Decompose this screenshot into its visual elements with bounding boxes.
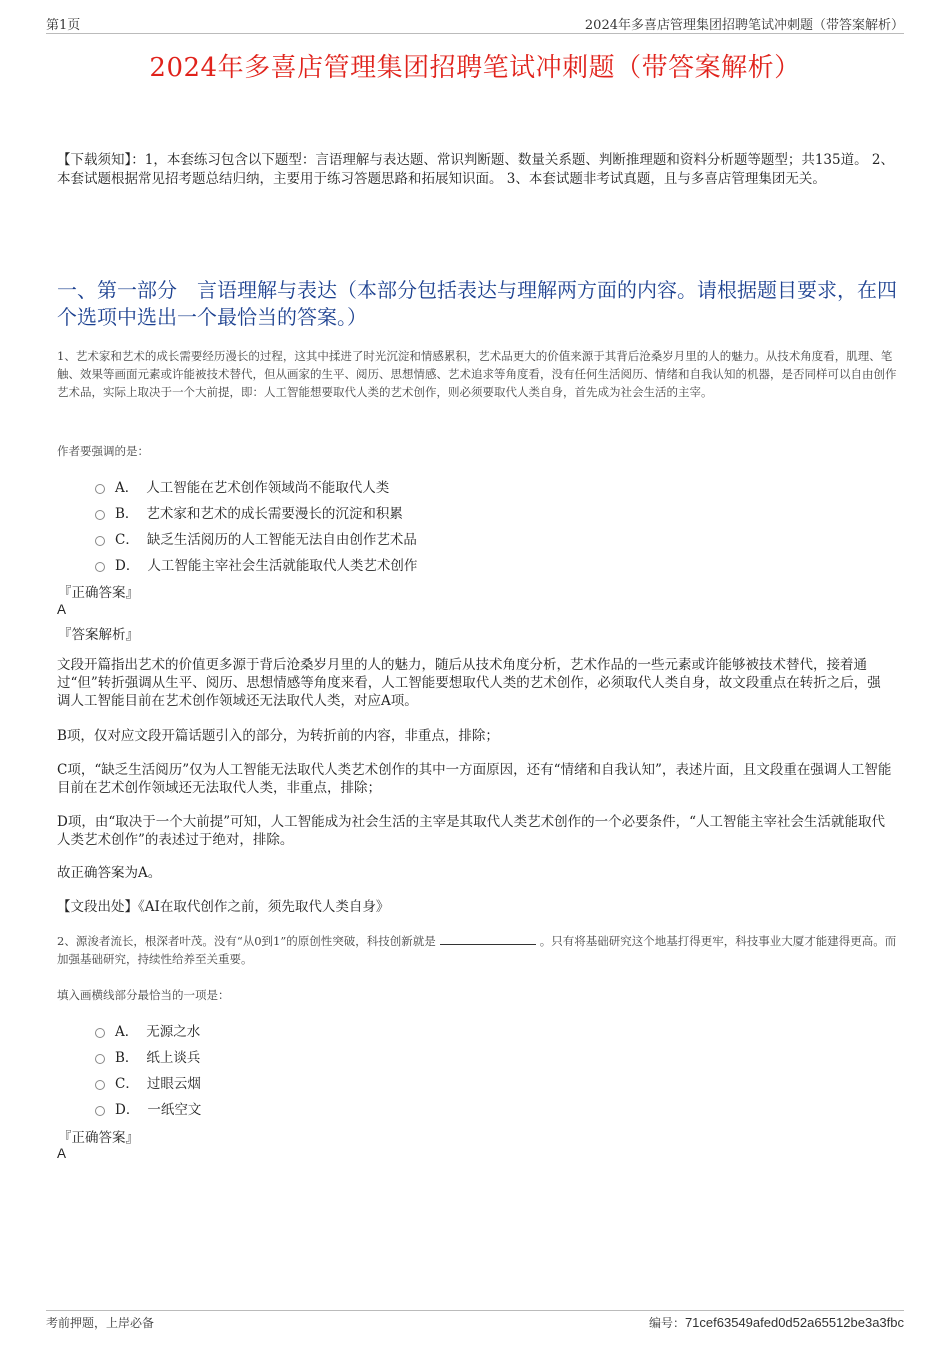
option-text: 缺乏生活阅历的人工智能无法自由创作艺术品 xyxy=(146,532,417,548)
radio-icon[interactable] xyxy=(95,536,105,546)
radio-icon[interactable] xyxy=(95,1054,105,1064)
question-2-stem-before: 2、源浚者流长，根深者叶茂。没有“从0到1”的原创性突破，科技创新就是 xyxy=(57,934,436,948)
question-1-option-b[interactable] xyxy=(95,499,417,525)
question-1-analysis-d: D项，由“取决于一个大前提”可知，人工智能成为社会生活的主宰是其取代人类艺术创作的一个必要条件，“人工智能主宰社会生活就能取代人类艺术创作”的表述过于绝对，排除。 xyxy=(57,814,886,848)
option-letter: C． xyxy=(115,532,139,548)
question-1-stem: 1、艺术家和艺术的成长需要经历漫长的过程，这其中揉进了时光沉淀和情感累积，艺术品更大的价值来源于其背后沧桑岁月里的人的魅力。从技术角度看，肌理、笔触、效果等画面元素或许能被技术替代，但从画家的生平、阅历、思想情感、艺术追求等角度看，没有任何生活阅历、情绪和自我认知的机器，是否同样可以自由创作艺术品，实际上取决于一个大前提，即：人工智能想要取代人类的艺术创作，则必须要取代人类自身，首先成为社会生活的主宰。 xyxy=(57,349,897,399)
question-1-prompt: 作者要强调的是： xyxy=(57,444,149,458)
radio-icon[interactable] xyxy=(95,484,105,494)
footer-code-label: 编号： xyxy=(648,1316,685,1330)
radio-icon[interactable] xyxy=(95,1028,105,1038)
header-doc-title: 2024年多喜店管理集团招聘笔试冲刺题（带答案解析） xyxy=(584,18,904,33)
radio-icon[interactable] xyxy=(95,1106,105,1116)
question-2-answer: A xyxy=(57,1146,67,1161)
footer-divider xyxy=(46,1310,904,1311)
option-letter: D． xyxy=(115,558,140,574)
option-letter: B． xyxy=(115,1050,139,1066)
option-text: 一纸空文 xyxy=(147,1102,202,1118)
question-2-option-c[interactable] xyxy=(95,1069,201,1095)
question-1-option-c[interactable] xyxy=(95,525,417,551)
option-text: 人工智能在艺术创作领域尚不能取代人类 xyxy=(146,480,390,496)
option-text: 纸上谈兵 xyxy=(146,1050,201,1066)
question-2-option-b[interactable] xyxy=(95,1043,201,1069)
question-1-option-a[interactable] xyxy=(95,473,417,499)
question-1-analysis-c: C项，“缺乏生活阅历”仅为人工智能无法取代人类艺术创作的其中一方面原因，还有“情绪和自我认知”，表述片面，且文段重在强调人工智能目前在艺术创作领域还无法取代人类，非重点，排除； xyxy=(57,762,892,796)
option-letter: A． xyxy=(115,1024,139,1040)
fill-blank xyxy=(440,932,536,945)
option-text: 人工智能主宰社会生活就能取代人类艺术创作 xyxy=(147,558,418,574)
footer-slogan: 考前押题，上岸必备 xyxy=(46,1316,155,1330)
question-1-answer-label: 『正确答案』 xyxy=(58,585,139,601)
page-number: 第1页 xyxy=(46,18,81,33)
question-2-option-a[interactable] xyxy=(95,1017,201,1043)
question-2-stem xyxy=(57,932,897,968)
option-letter: C． xyxy=(115,1076,139,1092)
option-letter: D． xyxy=(115,1102,140,1118)
question-1-analysis-main: 文段开篇指出艺术的价值更多源于背后沧桑岁月里的人的魅力，随后从技术角度分析，艺术作品的一些元素或许能够被技术替代，接着通过“但”转折强调从生平、阅历、思想情感等角度来看，人工智能要想取代人类的艺术创作，必须取代人类自身，故文段重点在转折之后，强调人工智能目前在艺术创作领域还无法取代人类，对应A项。 xyxy=(57,657,881,709)
option-text: 艺术家和艺术的成长需要漫长的沉淀和积累 xyxy=(146,506,403,522)
page-title: 2024年多喜店管理集团招聘笔试冲刺题（带答案解析） xyxy=(149,53,801,83)
download-notice: 【下载须知】：1，本套练习包含以下题型：言语理解与表达题、常识判断题、数量关系题、判断推理题和资料分析题等题型；共135道。 2、本套试题根据常见招考题总结归纳，主要用于练习答题思路和拓展知识面。 3、本套试题非考试真题，且与多喜店管理集团无关。 xyxy=(57,152,894,187)
header-divider xyxy=(46,33,904,34)
question-1-options xyxy=(95,473,417,577)
question-2-prompt: 填入画横线部分最恰当的一项是： xyxy=(57,988,230,1002)
question-1-answer: A xyxy=(57,602,67,617)
question-1-analysis-label: 『答案解析』 xyxy=(58,627,139,643)
radio-icon[interactable] xyxy=(95,562,105,572)
option-letter: A． xyxy=(115,480,139,496)
question-2-answer-label: 『正确答案』 xyxy=(58,1130,139,1146)
radio-icon[interactable] xyxy=(95,510,105,520)
question-1-conclusion: 故正确答案为A。 xyxy=(57,865,162,881)
footer-code-value: 71cef63549afed0d52a65512be3a3fbc xyxy=(684,1315,904,1330)
option-text: 过眼云烟 xyxy=(146,1076,201,1092)
option-letter: B． xyxy=(115,506,139,522)
question-2-option-d[interactable] xyxy=(95,1095,201,1121)
question-1-source: 【文段出处】《AI在取代创作之前，须先取代人类自身》 xyxy=(57,899,390,915)
section-heading: 一、第一部分 言语理解与表达（本部分包括表达与理解两方面的内容。请根据题目要求，在四个选项中选出一个最恰当的答案。） xyxy=(57,278,897,329)
question-1-analysis-b: B项，仅对应文段开篇话题引入的部分，为转折前的内容，非重点，排除； xyxy=(57,728,499,744)
question-2-stem-after: 。只有将基础研究这个地基打得更牢，科技事业大厦才能建得更高。而加强基础研究，持续性给养至关重要。 xyxy=(57,934,897,966)
radio-icon[interactable] xyxy=(95,1080,105,1090)
option-text: 无源之水 xyxy=(146,1024,201,1040)
question-1-option-d[interactable] xyxy=(95,551,417,577)
footer-code xyxy=(649,1314,904,1331)
question-2-options xyxy=(95,1017,201,1121)
